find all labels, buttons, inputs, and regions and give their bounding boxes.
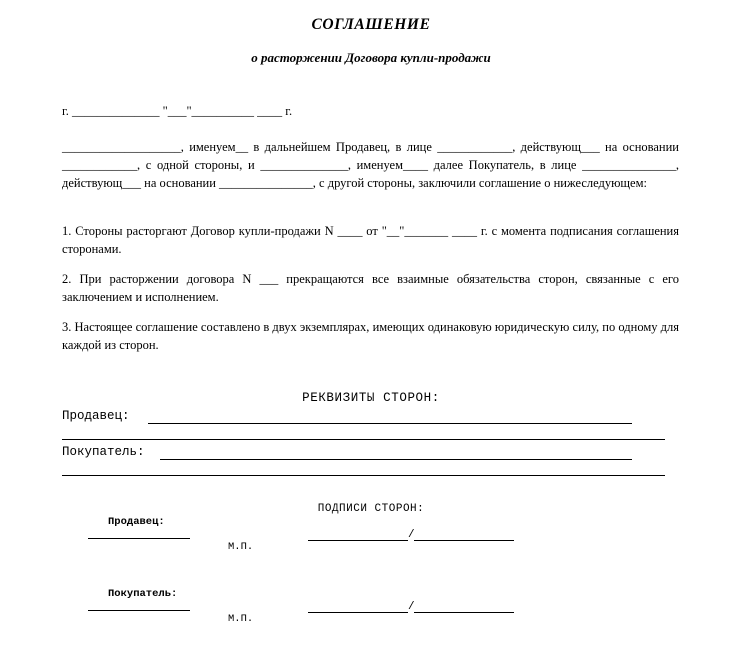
requisites-seller-line-1 [148,423,632,424]
signature-seller-fullname-blank [414,528,514,541]
requisites-seller-line-2 [62,439,665,440]
signature-seller-left-line [88,538,190,539]
signature-buyer-separator: / [408,601,415,613]
signature-buyer-signature-blank [308,600,408,613]
clause-3: 3. Настоящее соглашение составлено в двух экземплярах, имеющих одинаковую юридическую силу, по одному для каждой из сторон. [62,320,679,352]
clause-2: 2. При расторжении договора N ___ прекращаются все взаимные обязательства сторон, связанные с его заключением и исполнением. [62,272,679,304]
requisites-heading: РЕКВИЗИТЫ СТОРОН: [302,391,440,405]
signature-seller-seal-label: М.П. [228,541,254,553]
signature-buyer-left-line [88,610,190,611]
signature-buyer-name-line [308,600,514,613]
requisites-buyer-line-1 [160,459,632,460]
page-subtitle: о расторжении Договора купли-продажи [251,50,491,65]
signature-seller-label: Продавец: [108,516,165,528]
signature-buyer-fullname-blank [414,600,514,613]
intro-paragraph: ___________________, именуем__ в дальнейшем Продавец, в лице ____________, действующ___ на основании ____________, с одной стороны, и ______________, именуем____ далее Покупатель, в лице _______________, действующ___ на основании _______________, с другой стороны, заключили соглашение о нижеследующем: [62,140,679,190]
requisites-buyer-line-2 [62,475,665,476]
signatures-heading: ПОДПИСИ СТОРОН: [317,503,425,515]
signature-seller-separator: / [408,529,415,541]
page-title: СОГЛАШЕНИЕ [311,16,431,33]
signature-seller-name-line [308,528,514,541]
requisites-seller-label: Продавец: [62,409,130,423]
requisites-buyer-label: Покупатель: [62,445,145,459]
clause-1: 1. Стороны расторгают Договор купли-продажи N ____ от "__"_______ ____ г. с момента подписания соглашения сторонами. [62,224,679,256]
dateline-field: г. ______________ "___"__________ ____ г. [62,104,293,118]
signature-buyer-seal-label: М.П. [228,613,254,625]
signature-seller-signature-blank [308,528,408,541]
signature-buyer-label: Покупатель: [108,588,178,600]
